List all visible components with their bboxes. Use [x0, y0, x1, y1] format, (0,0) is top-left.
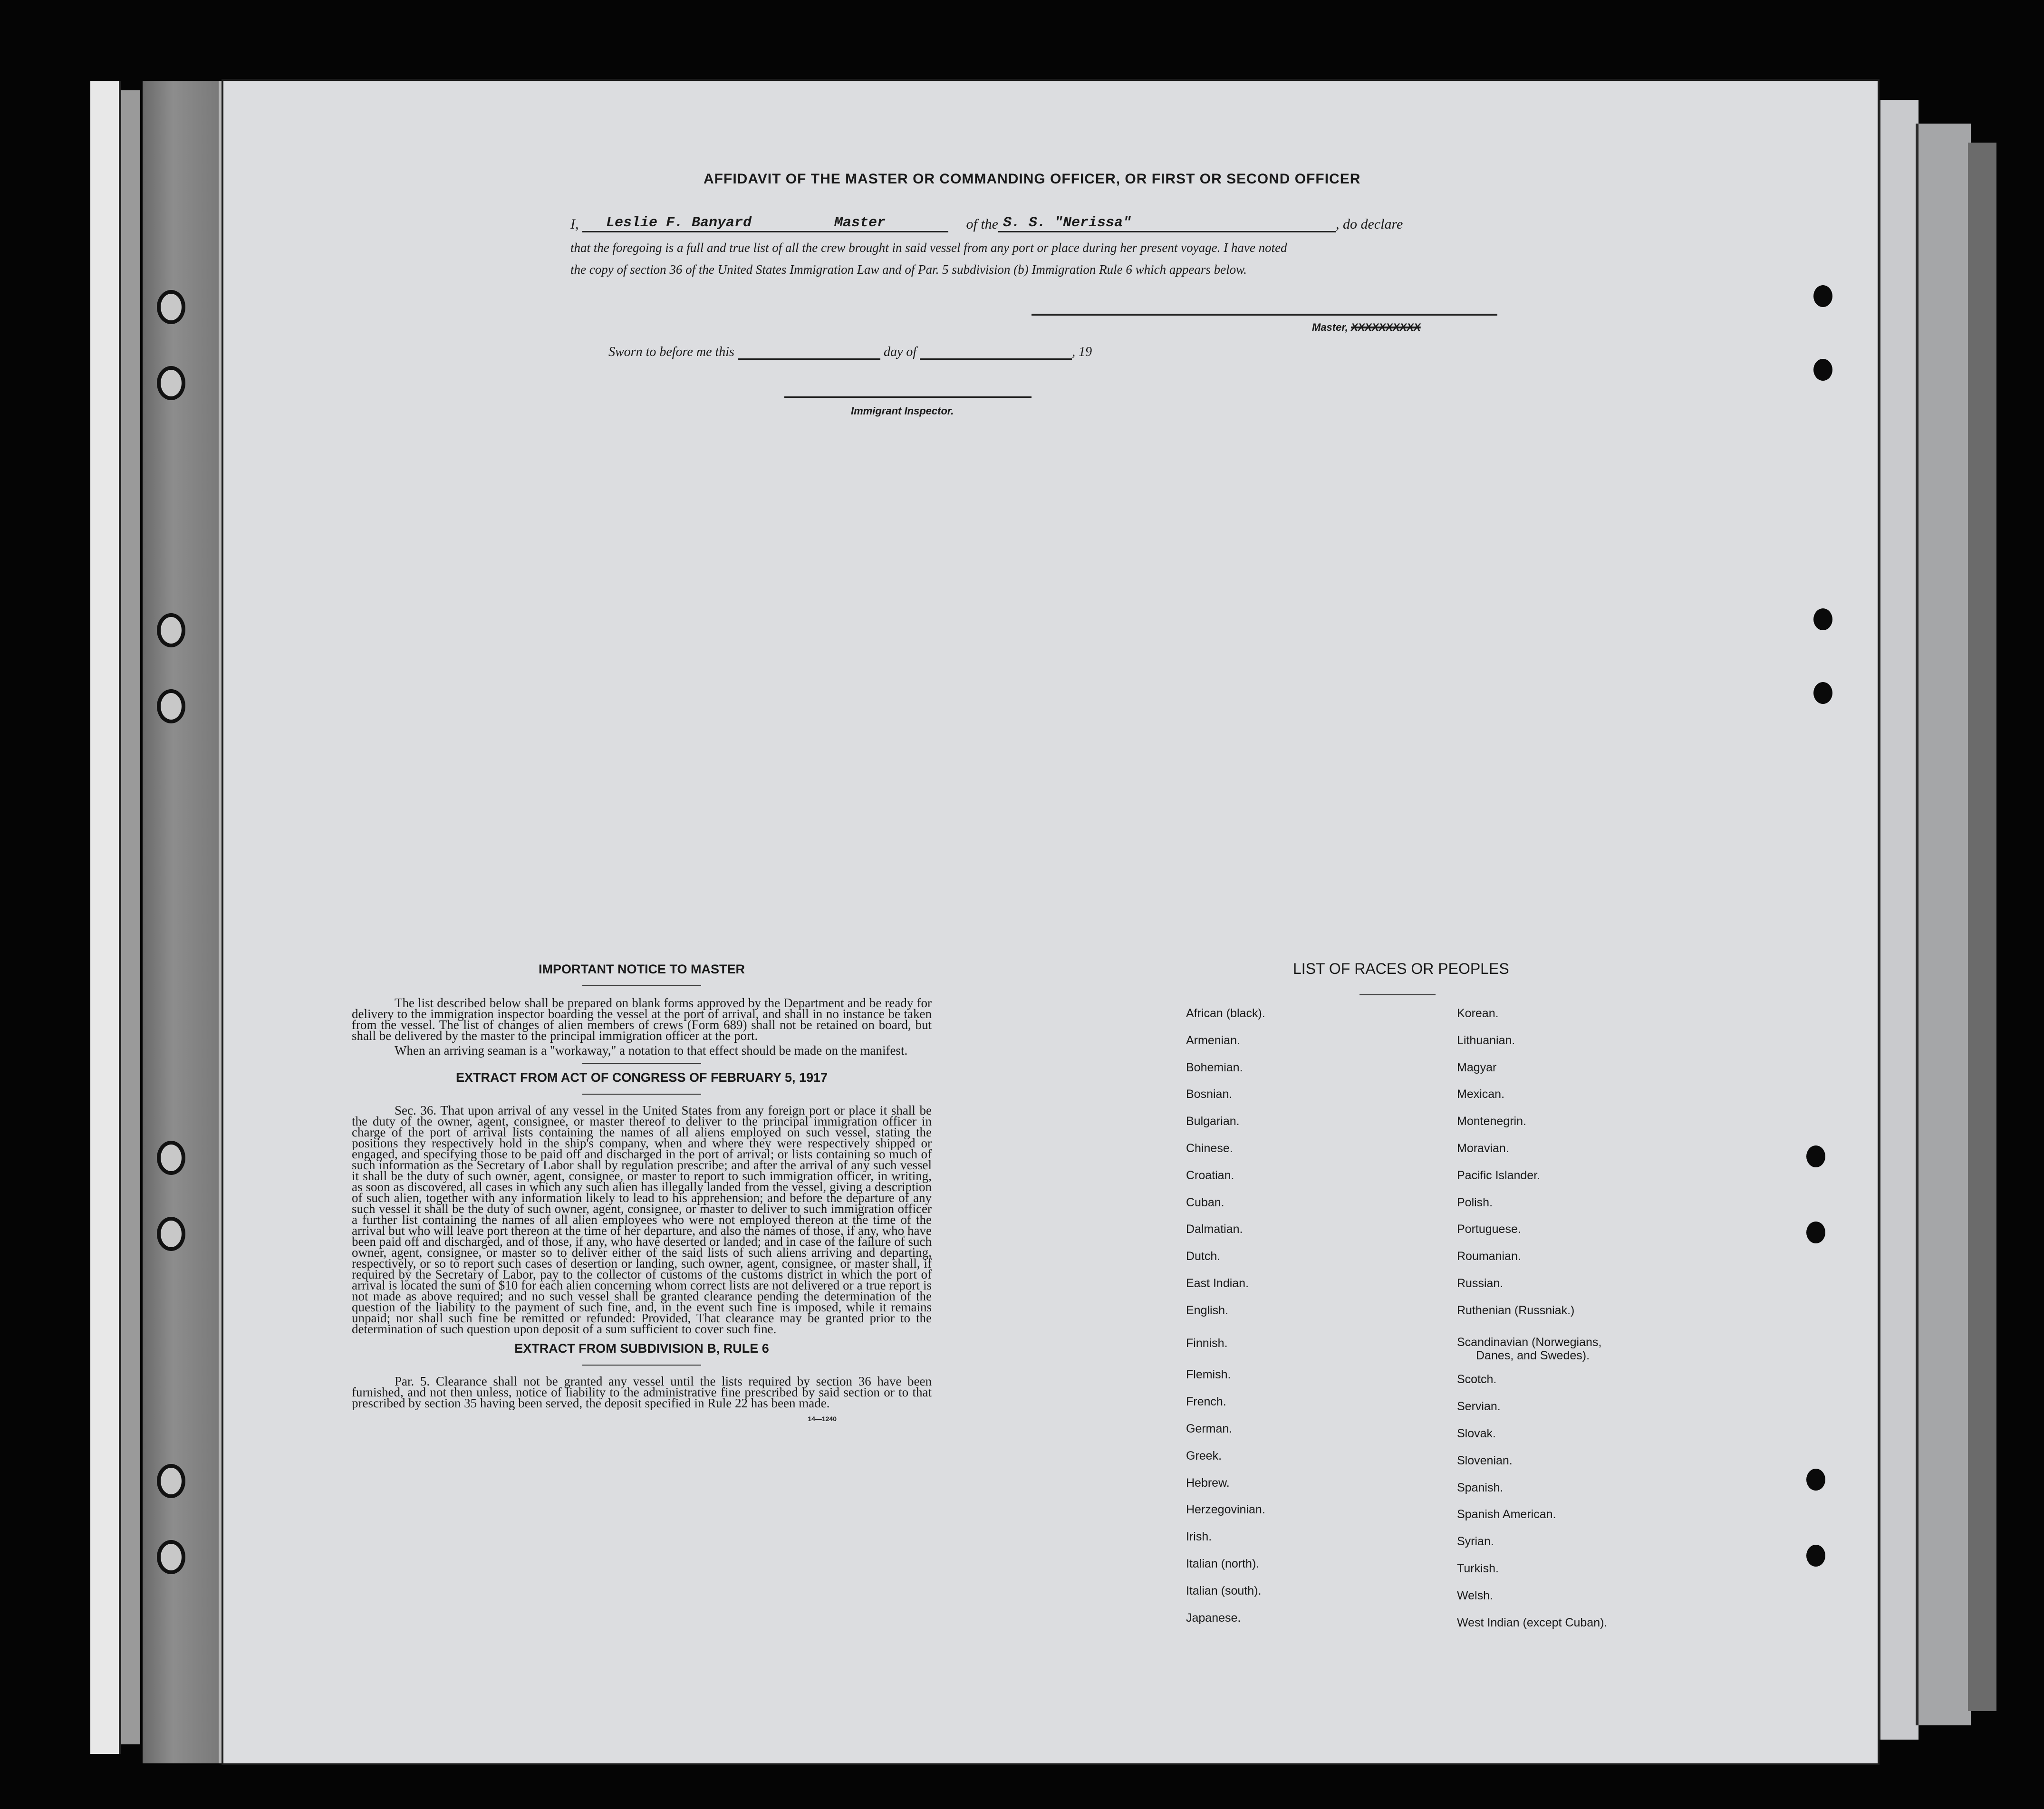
- punch-hole-icon: [1813, 682, 1832, 704]
- binder-hole-icon: [157, 290, 185, 324]
- race-item: Danes, and Swedes).: [1476, 1348, 1590, 1362]
- punch-hole-icon: [1813, 608, 1832, 630]
- race-item: Finnish.: [1186, 1336, 1228, 1350]
- race-item: Welsh.: [1457, 1588, 1493, 1602]
- sworn-month-field[interactable]: [920, 344, 1072, 360]
- race-item: Mexican.: [1457, 1087, 1505, 1101]
- race-item: Dalmatian.: [1186, 1222, 1243, 1236]
- divider: [582, 985, 701, 986]
- race-item: Portuguese.: [1457, 1222, 1521, 1236]
- struck-title: XXXXXXXXXX: [1350, 321, 1421, 333]
- affidavit-title: AFFIDAVIT OF THE MASTER OR COMMANDING OFFICER, OR FIRST OR SECOND OFFICER: [704, 171, 1361, 187]
- race-item: Bosnian.: [1186, 1087, 1233, 1101]
- left-paper-shadow: [121, 90, 140, 1744]
- race-item: Slovenian.: [1457, 1453, 1513, 1467]
- notice-paragraph-2: When an arriving seaman is a "workaway," a notation to that effect should be made on the manifest.: [395, 1043, 908, 1058]
- page-stack-edge: [1878, 100, 1919, 1740]
- of-the-label: of the: [966, 216, 998, 232]
- master-signature-line[interactable]: [1032, 314, 1497, 316]
- divider: [582, 1094, 701, 1095]
- race-item: Bulgarian.: [1186, 1115, 1240, 1128]
- vessel-name-field[interactable]: S. S. "Nerissa": [998, 215, 1336, 232]
- race-item: French.: [1186, 1395, 1226, 1409]
- binder-hole-icon: [157, 1141, 185, 1175]
- page-stack-edge: [1968, 143, 1996, 1711]
- affidavit-text-line-1: that the foregoing is a full and true list of all the crew brought in said vessel from any port or place during her present voyage. I have noted: [570, 241, 1287, 255]
- sworn-line: [608, 344, 1092, 360]
- race-item: Irish.: [1186, 1530, 1212, 1544]
- race-item: Moravian.: [1457, 1142, 1509, 1155]
- sworn-day-field[interactable]: [738, 344, 880, 360]
- extract-congress-heading: EXTRACT FROM ACT OF CONGRESS OF FEBRUARY 5, 1917: [455, 1070, 828, 1085]
- punch-hole-icon: [1806, 1145, 1825, 1167]
- day-of-label: day of: [883, 345, 917, 359]
- binder-hole-icon: [157, 1540, 185, 1574]
- race-item: Japanese.: [1186, 1611, 1241, 1625]
- binder-hole-icon: [157, 366, 185, 400]
- race-item: Spanish American.: [1457, 1508, 1556, 1521]
- divider: [582, 1063, 701, 1064]
- section-36-text: Sec. 36. That upon arrival of any vessel in the United States from any foreign port or place it shall be the duty of the owner, agent, consignee, or master thereof to deliver to the principal immigration officer in charge of the port of arrival lists containing the names of all aliens employed on such vessel, stating the positions they respectively hold in the ship's company, when and where they were respectively shipped or engaged, and specifying those to be paid off and discharged in the port of arrival; or lists containing so much of such information as the Secretary of Labor shall by regulation prescribe; and after the arrival of any such vessel it shall be the duty of such owner, agent, consignee, or master to report to such immigration officer, in writing, as soon as discovered, all cases in which any such alien has illegally landed from the vessel, giving a description of such alien, together with any information likely to lead to his apprehension; and before the departure of any such vessel it shall be the duty of such owner, agent, consignee, or master to deliver to such immigration officer a further list containing the names of all alien employees who were not employed thereon at the time of the arrival but who will leave port thereon at the time of her departure, and also the names of those, if any, who have been paid off and discharged, and of those, if any, who have deserted or landed; and in case of the failure of such owner, agent, consignee, or master so to deliver either of the said lists of such aliens arriving and departing, respectively, or so to report such cases of desertion or landing, such owner, agent, consignee, or master shall, if required by the Secretary of Labor, pay to the collector of customs of the customs district in which the port of arrival is located the sum of $10 for each alien concerning whom correct lists are not delivered or a true report is not made as above required; and no such vessel shall be granted clearance pending the determination of the question of the liability to the payment of such fine, and, in the event such fine is imposed, while it remains unpaid; nor shall such fine be remitted or refunded: Provided, That clearance may be granted prior to the determination of such question upon deposit of a sum sufficient to cover such fine.: [352, 1103, 932, 1336]
- race-item: Russian.: [1457, 1277, 1504, 1290]
- year-label: , 19: [1072, 345, 1092, 359]
- race-item: English.: [1186, 1303, 1228, 1317]
- race-item: Chinese.: [1186, 1142, 1233, 1155]
- form-number: 14—1240: [808, 1415, 837, 1423]
- declaration-line: [570, 215, 1403, 232]
- race-item: Turkish.: [1457, 1562, 1499, 1575]
- race-item: Syrian.: [1457, 1535, 1494, 1549]
- do-declare-label: , do declare: [1336, 216, 1403, 232]
- punch-hole-icon: [1813, 285, 1832, 307]
- left-paper-edge: [90, 81, 121, 1754]
- extract-rule-heading: EXTRACT FROM SUBDIVISION B, RULE 6: [514, 1341, 769, 1356]
- notice-column: [352, 955, 932, 1424]
- punch-hole-icon: [1813, 359, 1832, 381]
- race-item: Bohemian.: [1186, 1060, 1243, 1074]
- manifest-page: [223, 81, 1878, 1763]
- race-item: Korean.: [1457, 1007, 1499, 1020]
- race-item: African (black).: [1186, 1007, 1265, 1020]
- race-item: Hebrew.: [1186, 1476, 1230, 1490]
- signature-title: Master,: [1312, 321, 1348, 333]
- race-item: Armenian.: [1186, 1033, 1240, 1047]
- race-item: Roumanian.: [1457, 1250, 1521, 1263]
- inspector-signature-line[interactable]: [784, 396, 1032, 398]
- race-item: West Indian (except Cuban).: [1457, 1616, 1608, 1629]
- race-item: Servian.: [1457, 1400, 1501, 1414]
- races-heading: LIST OF RACES OR PEOPLES: [1293, 960, 1509, 977]
- race-item: Italian (north).: [1186, 1557, 1260, 1570]
- race-item: Italian (south).: [1186, 1584, 1262, 1597]
- master-name-field[interactable]: Leslie F. Banyard: [582, 215, 806, 232]
- race-item: Spanish.: [1457, 1481, 1504, 1494]
- race-item: Magyar: [1457, 1060, 1497, 1074]
- signature-label: [1312, 321, 1421, 334]
- page-stack-edge: [1916, 124, 1971, 1725]
- race-item: German.: [1186, 1422, 1233, 1435]
- binder-hole-icon: [157, 613, 185, 647]
- divider: [1359, 994, 1436, 995]
- race-item: Croatian.: [1186, 1168, 1234, 1182]
- binder-hole-icon: [157, 689, 185, 723]
- rank-field[interactable]: Master: [806, 215, 948, 232]
- race-item: Herzegovinian.: [1186, 1503, 1265, 1517]
- sworn-label: Sworn to before me this: [608, 345, 734, 359]
- divider: [582, 1365, 701, 1366]
- par-5-text: Par. 5. Clearance shall not be granted any vessel until the lists required by section 36 have been furnished, and not then unless, notice of liability to the administrative fine prescribed by said section or to that prescribed by section 35 having been served, the deposit specified in Rule 22 has been made.: [352, 1374, 932, 1410]
- affidavit-text-line-2: the copy of section 36 of the United States Immigration Law and of Par. 5 subdivision (b) Immigration Rule 6 which appears below.: [570, 262, 1247, 277]
- notice-paragraph-1: The list described below shall be prepared on blank forms approved by the Department and be ready for delivery to the immigration inspector boarding the vessel at the port of arrival, and shall in no instance be taken from the vessel. The list of changes of alien members of crews (Form 689) shall not be retained on board, but shall be delivered by the master to the principal immigration officer at the port.: [352, 996, 932, 1043]
- race-item: Scotch.: [1457, 1373, 1497, 1386]
- punch-hole-icon: [1806, 1222, 1825, 1243]
- notice-heading: IMPORTANT NOTICE TO MASTER: [539, 962, 745, 976]
- race-item: Scandinavian (Norwegians,: [1457, 1335, 1602, 1349]
- binder-spine: [143, 81, 219, 1763]
- punch-hole-icon: [1806, 1545, 1825, 1567]
- race-item: Cuban.: [1186, 1195, 1224, 1209]
- race-item: Slovak.: [1457, 1427, 1496, 1440]
- i-label: I,: [570, 216, 579, 232]
- binder-hole-icon: [157, 1464, 185, 1498]
- race-item: Greek.: [1186, 1449, 1222, 1463]
- race-item: Pacific Islander.: [1457, 1168, 1541, 1182]
- race-item: East Indian.: [1186, 1277, 1249, 1290]
- binder-hole-icon: [157, 1217, 185, 1251]
- punch-hole-icon: [1806, 1469, 1825, 1491]
- race-item: Ruthenian (Russniak.): [1457, 1303, 1575, 1317]
- inspector-label: Immigrant Inspector.: [851, 405, 954, 417]
- race-item: Dutch.: [1186, 1250, 1221, 1263]
- race-item: Flemish.: [1186, 1368, 1231, 1382]
- race-item: Montenegrin.: [1457, 1115, 1526, 1128]
- race-item: Lithuanian.: [1457, 1033, 1515, 1047]
- race-item: Polish.: [1457, 1195, 1493, 1209]
